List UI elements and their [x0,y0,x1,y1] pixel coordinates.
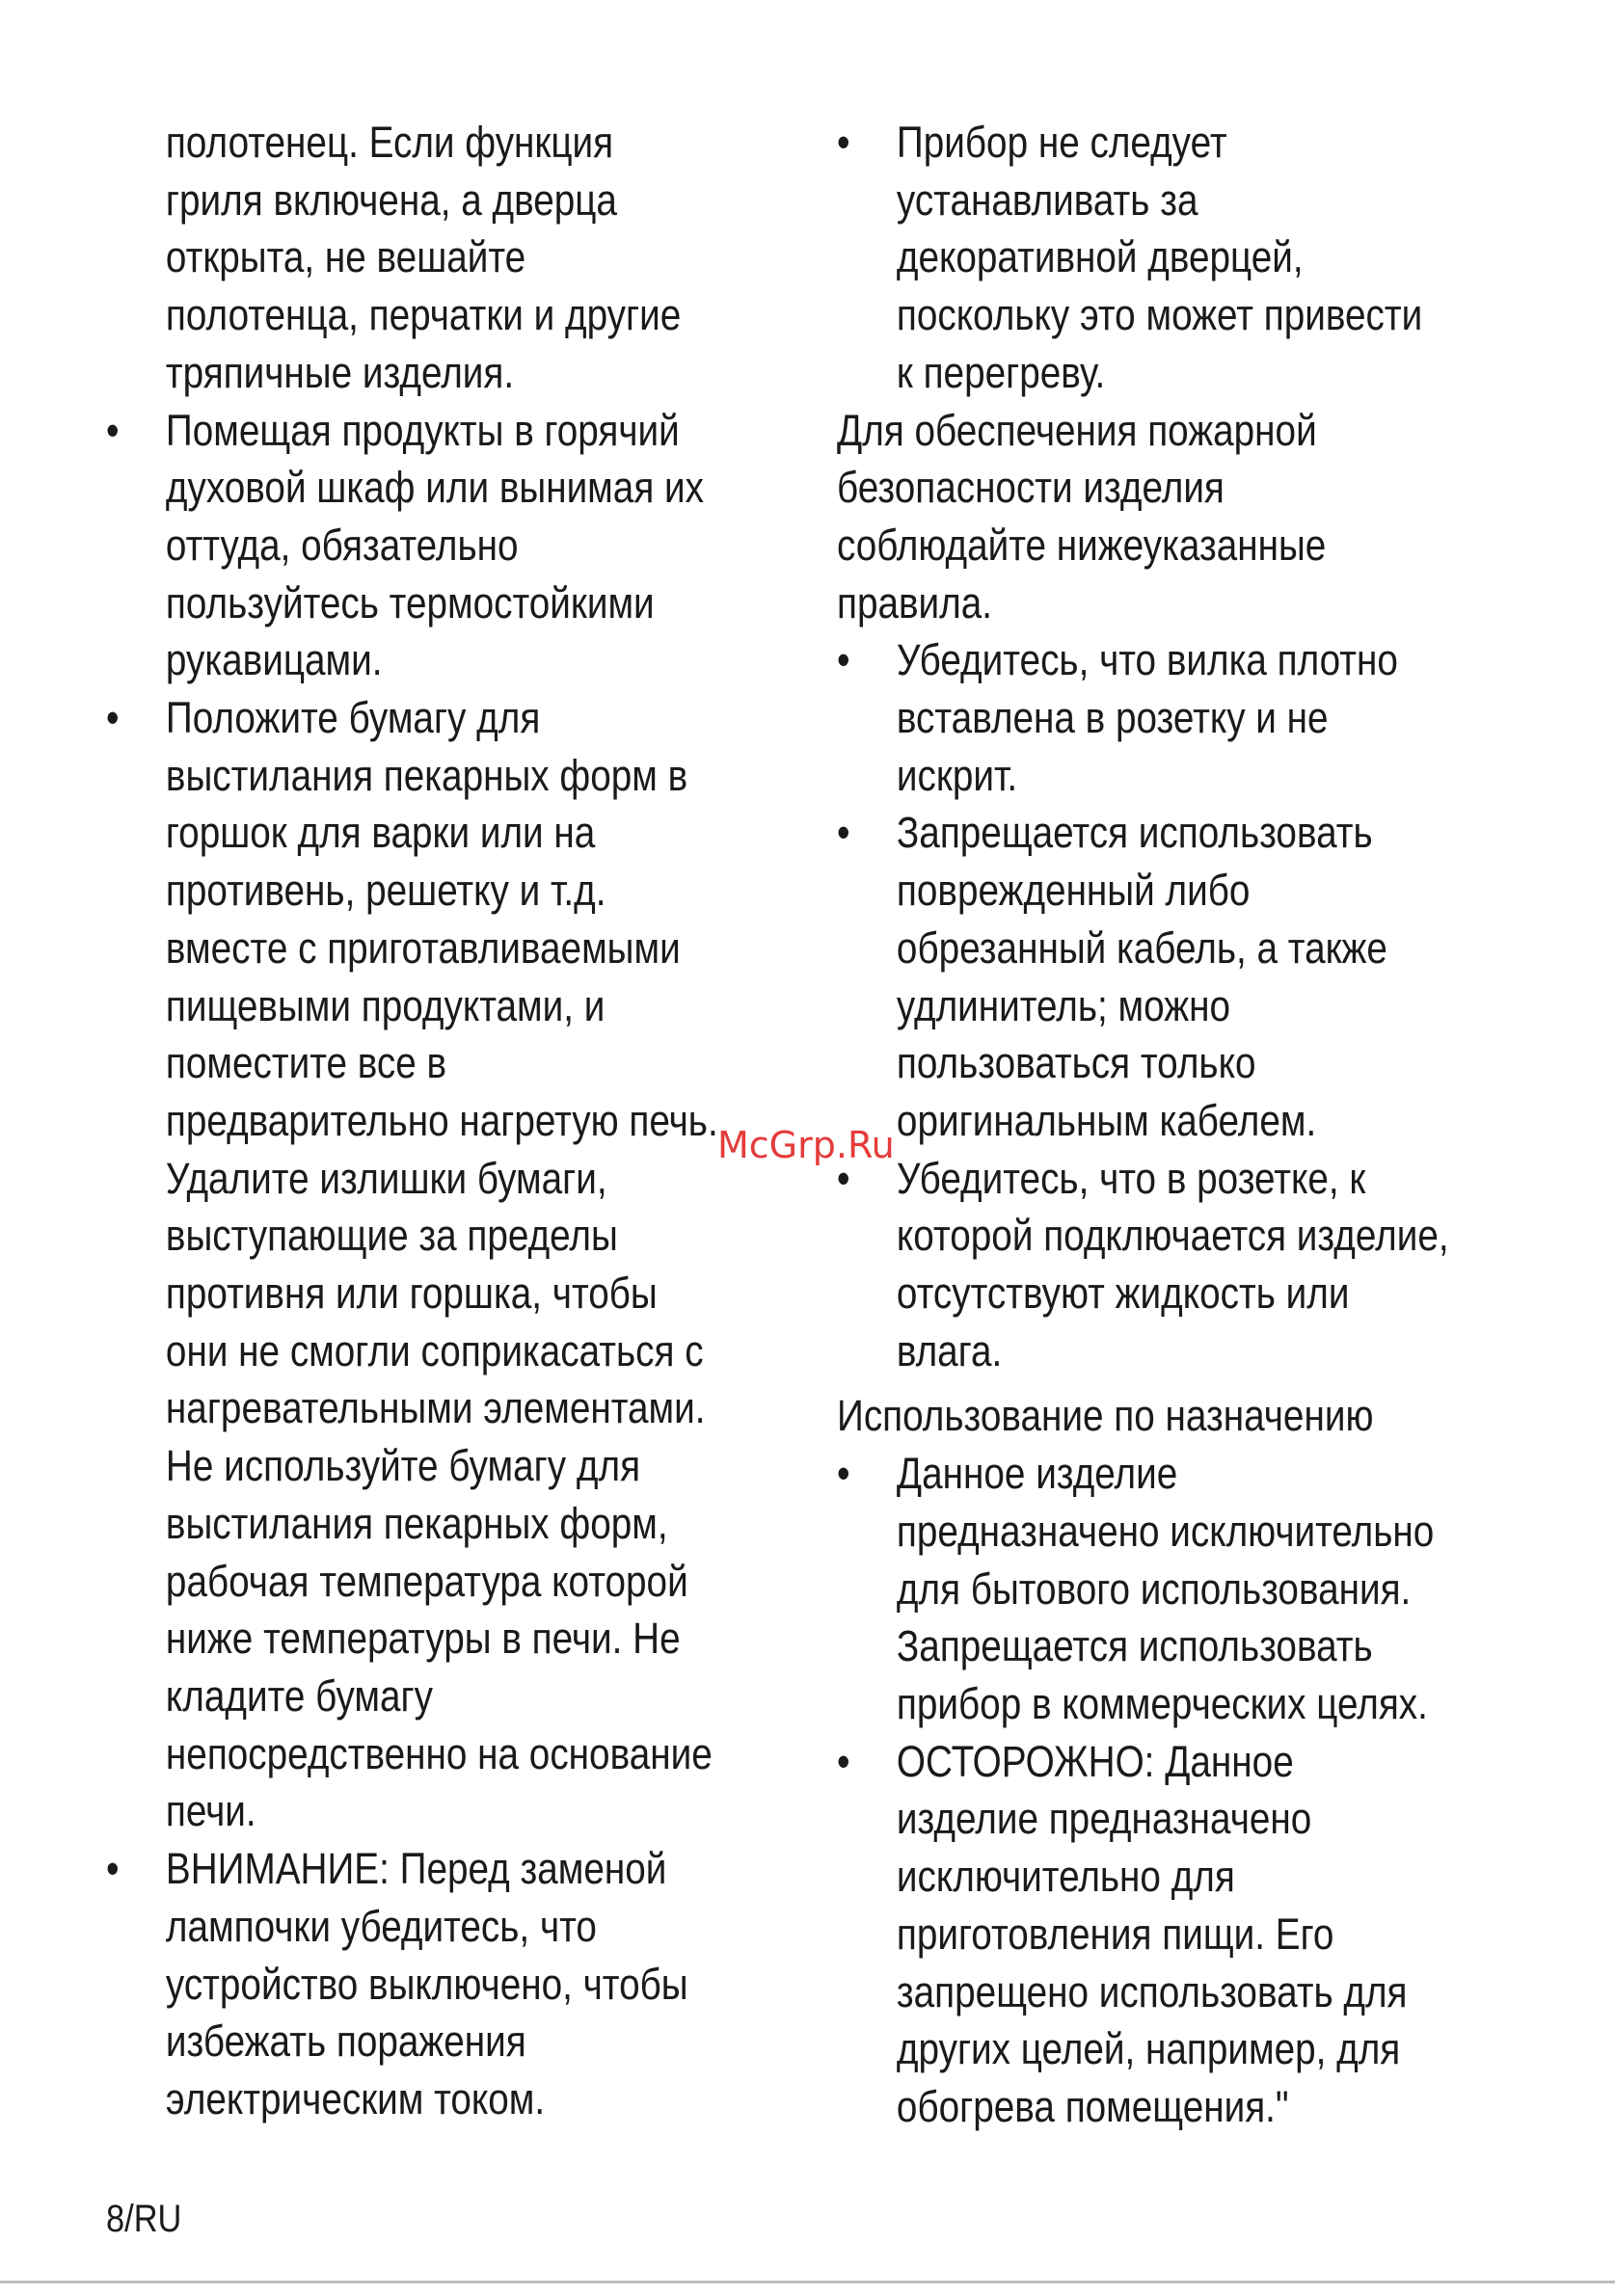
page-number: 8/RU [106,2198,182,2240]
bullet-icon: • [106,405,120,455]
text-line: печи. [165,1786,256,1836]
text-line: гриля включена, а дверца [165,174,617,225]
text-line: которой подключается изделие, [896,1211,1449,1261]
text-line: пользуйтесь термостойкими [165,577,655,627]
bullet-icon: • [837,1449,850,1499]
text-line: Убедитесь, что в розетке, к [896,1153,1366,1203]
text-line: предназначено исключительно [896,1506,1435,1556]
text-line: прибор в коммерческих целях. [896,1678,1428,1728]
text-line: Удалите излишки бумаги, [165,1153,607,1203]
text-line: других целей, например, для [896,2024,1401,2074]
list-item [106,689,811,1840]
text-line: Убедитесь, что вилка плотно [896,635,1398,685]
text-line: для бытового использования. [896,1563,1412,1614]
list-item [106,1840,811,2128]
text-line: Не используйте бумагу для [165,1441,641,1491]
text-line: безопасности изделия [837,463,1225,513]
text-line: предварительно нагретую печь. [165,1095,718,1145]
list-item [837,1445,1542,1733]
text-line: противня или горшка, чтобы [165,1268,658,1319]
left-column [106,114,810,2128]
text-line: кладите бумагу [165,1670,433,1721]
text-line: Запрещается использовать [896,808,1373,858]
bullet-icon: • [837,118,850,167]
text-line: правила. [837,577,993,627]
bullet-icon: • [837,1153,850,1203]
bullet-icon: • [837,1736,850,1786]
left-column-text [106,114,811,2128]
text-line: поместите все в [165,1038,447,1088]
text-line: соблюдайте нижеуказанные [837,520,1327,570]
list-item [837,1733,1542,2136]
text-line: к перегреву. [896,347,1106,397]
text-line: запрещено использовать для [896,1966,1408,2016]
text-line: Данное изделие [896,1449,1178,1499]
text-line: полотенца, перчатки и другие [165,290,682,340]
text-line: Помещая продукты в горячий [165,405,680,455]
text-line: рукавицами. [165,635,383,685]
text-line: устанавливать за [896,174,1198,225]
text-line: поврежденный либо [896,866,1251,916]
text-line: удлинитель; можно [896,980,1231,1030]
watermark: McGrp.Ru [717,1124,895,1166]
text-line: Для обеспечения пожарной [837,405,1317,455]
text-line: Прибор не следует [896,118,1227,167]
text-line: лампочки убедитесь, что [165,1901,597,1951]
text-line: оттуда, обязательно [165,520,519,570]
text-line: выступающие за пределы [165,1211,618,1261]
bullet-icon: • [837,635,850,685]
text-line: исключительно для [896,1852,1235,1902]
text-line: тряпичные изделия. [165,347,515,397]
bottom-divider [0,2281,1615,2283]
text-line: пищевыми продуктами, и [165,980,606,1030]
text-line: изделие предназначено [896,1794,1312,1844]
text-line: Запрещается использовать [896,1621,1373,1671]
text-line: духовой шкаф или вынимая их [165,463,704,513]
text-line: пользоваться только [896,1038,1256,1088]
text-line: избежать поражения [165,2016,526,2067]
list-item [106,402,811,690]
text-line: полотенец. Если функция [165,118,614,167]
text-line: влага. [896,1325,1003,1375]
bullet-icon: • [106,693,120,743]
text-line: искрит. [896,750,1018,800]
bullet-icon: • [106,1844,120,1894]
text-line: обогрева помещения." [896,2081,1289,2131]
usage-heading: Использование по назначению [837,1391,1374,1441]
list-item [837,631,1542,804]
text-line: устройство выключено, чтобы [165,1959,688,2009]
text-line: оригинальным кабелем. [896,1095,1317,1145]
text-line: поскольку это может привести [896,290,1423,340]
text-line: горшок для варки или на [165,808,596,858]
list-item [837,114,1542,402]
text-line: выстилания пекарных форм, [165,1498,668,1548]
text-line: непосредственно на основание [165,1728,713,1778]
text-line: приготовления пищи. Его [896,1909,1334,1959]
text-line: нагревательными элементами. [165,1383,706,1433]
text-line: они не смогли соприкасаться с [165,1325,704,1375]
text-line: ОСТОРОЖНО: Данное [896,1736,1294,1786]
text-line: ниже температуры в печи. Не [165,1614,681,1664]
section-heading [837,1387,1542,1445]
fire-safety-intro [837,402,1542,632]
text-line: Положите бумагу для [165,693,541,743]
text-line: вместе с приготавливаемыми [165,922,681,973]
text-line: вставлена в розетку и не [896,693,1329,743]
text-line: открыта, не вешайте [165,232,526,282]
text-line: выстилания пекарных форм в [165,750,688,800]
text-line: декоративной дверцей, [896,232,1304,282]
right-column [837,114,1541,2136]
right-column-text [837,114,1542,2136]
text-line: противень, решетку и т.д. [165,866,606,916]
text-line: отсутствуют жидкость или [896,1268,1350,1319]
text-line: ВНИМАНИЕ: Перед заменой [165,1844,667,1894]
text-line: обрезанный кабель, а также [896,922,1387,973]
list-item [837,804,1542,1149]
bullet-icon: • [837,808,850,858]
list-item [837,1150,1542,1380]
continued-paragraph [106,114,811,402]
text-line: рабочая температура которой [165,1556,688,1606]
text-line: электрическим током. [165,2073,546,2123]
